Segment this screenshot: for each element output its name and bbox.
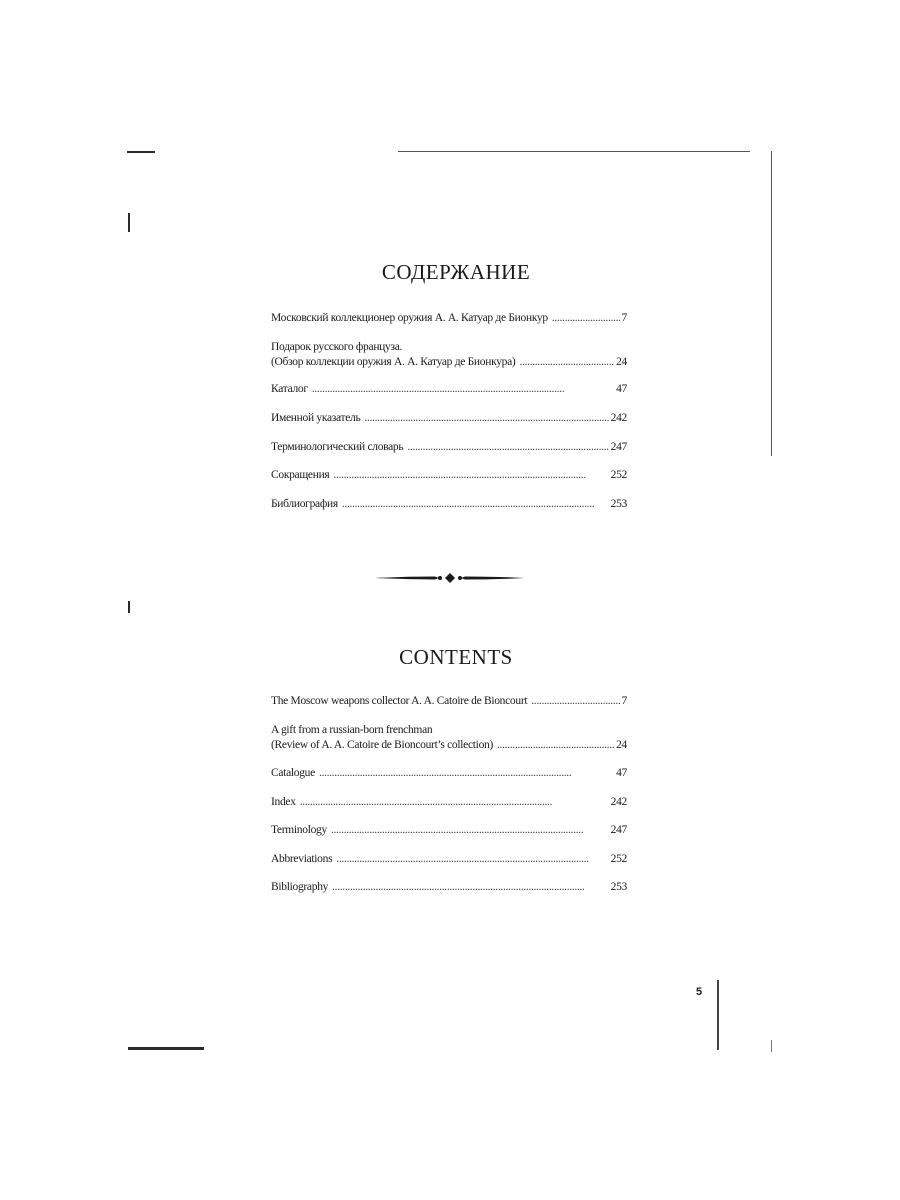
toc-entry — [271, 411, 627, 426]
toc-entry-title: Именной указатель — [271, 412, 361, 424]
toc-leader-dots — [319, 766, 614, 781]
toc-entry — [271, 694, 627, 709]
toc-entry-title: (Обзор коллекции оружия А. А. Катуар де Бионкура) — [271, 356, 516, 368]
toc-entry — [271, 468, 627, 483]
toc-leader-dots — [300, 795, 609, 810]
toc-leader-dots — [407, 440, 608, 455]
toc-entry-page: 242 — [610, 796, 627, 808]
toc-entry — [271, 852, 627, 867]
toc-entry — [271, 311, 627, 326]
scan-edge-bottom-right — [717, 980, 719, 1050]
toc-entry-title: Сокращения — [271, 469, 330, 481]
toc-entry — [271, 440, 627, 455]
toc-leader-dots — [552, 311, 620, 326]
toc-entry-title: Библиография — [271, 498, 338, 510]
toc-entry-page: 252 — [610, 853, 627, 865]
toc-entry — [271, 795, 627, 810]
toc-leader-dots — [531, 694, 619, 709]
scan-mark-bottom-right — [771, 1040, 772, 1052]
toc-entry-page: 252 — [610, 469, 627, 481]
toc-leader-dots — [331, 823, 609, 838]
scan-mark-left-1 — [128, 213, 130, 232]
toc-entry-page: 47 — [616, 383, 627, 395]
toc-entry-title: (Review of A. A. Catoire de Bioncourt’s collection) — [271, 739, 493, 751]
toc-leader-dots — [333, 468, 608, 483]
page-number: 5 — [696, 986, 703, 998]
toc-entry-page: 253 — [610, 498, 627, 510]
scan-edge-bottom-left — [128, 1047, 204, 1050]
toc-entry-page: 47 — [616, 767, 627, 779]
toc-entry-title: Московский коллекционер оружия А. А. Катуар де Бионкур — [271, 312, 548, 324]
toc-entry-page: 247 — [610, 441, 627, 453]
toc-entry-title: Bibliography — [271, 881, 329, 893]
toc-entry-page: 7 — [621, 695, 627, 707]
scan-edge-top — [398, 151, 750, 152]
ornament-divider-icon — [375, 570, 525, 586]
toc-leader-dots — [336, 852, 608, 867]
toc-entry-title: The Moscow weapons collector A. A. Catoire de Bioncourt — [271, 695, 528, 707]
toc-entry — [271, 766, 627, 781]
toc-entry-title: A gift from a russian-born frenchman — [271, 724, 433, 736]
toc-leader-dots — [364, 411, 608, 426]
toc-entry-title: Abbreviations — [271, 853, 333, 865]
toc-entry-title: Index — [271, 796, 296, 808]
toc-entry-page: 7 — [621, 312, 627, 324]
scan-edge-right — [771, 151, 772, 456]
toc-entry-page: 242 — [610, 412, 627, 424]
toc-entry — [271, 880, 627, 895]
russian-heading: СОДЕРЖАНИЕ — [381, 260, 531, 284]
toc-entry — [271, 340, 627, 370]
scan-mark-left-2 — [128, 601, 130, 613]
toc-leader-dots — [497, 738, 614, 753]
toc-entry-page: 253 — [610, 881, 627, 893]
toc-leader-dots — [312, 382, 614, 397]
toc-entry-title: Подарок русского француза. — [271, 341, 403, 353]
scan-edge-top-left — [127, 151, 155, 153]
toc-entry — [271, 382, 627, 397]
toc-leader-dots — [342, 497, 609, 512]
toc-entry-page: 247 — [610, 824, 627, 836]
toc-leader-dots — [519, 355, 614, 370]
toc-entry-page: 24 — [616, 739, 627, 751]
toc-entry-title: Catalogue — [271, 767, 315, 779]
toc-entry-title: Terminology — [271, 824, 327, 836]
english-heading: CONTENTS — [399, 645, 513, 669]
toc-entry-page: 24 — [616, 356, 627, 368]
toc-leader-dots — [332, 880, 609, 895]
toc-entry-title: Каталог — [271, 383, 308, 395]
toc-entry — [271, 497, 627, 512]
toc-entry-title: Терминологический словарь — [271, 441, 404, 453]
toc-entry — [271, 723, 627, 753]
toc-entry — [271, 823, 627, 838]
